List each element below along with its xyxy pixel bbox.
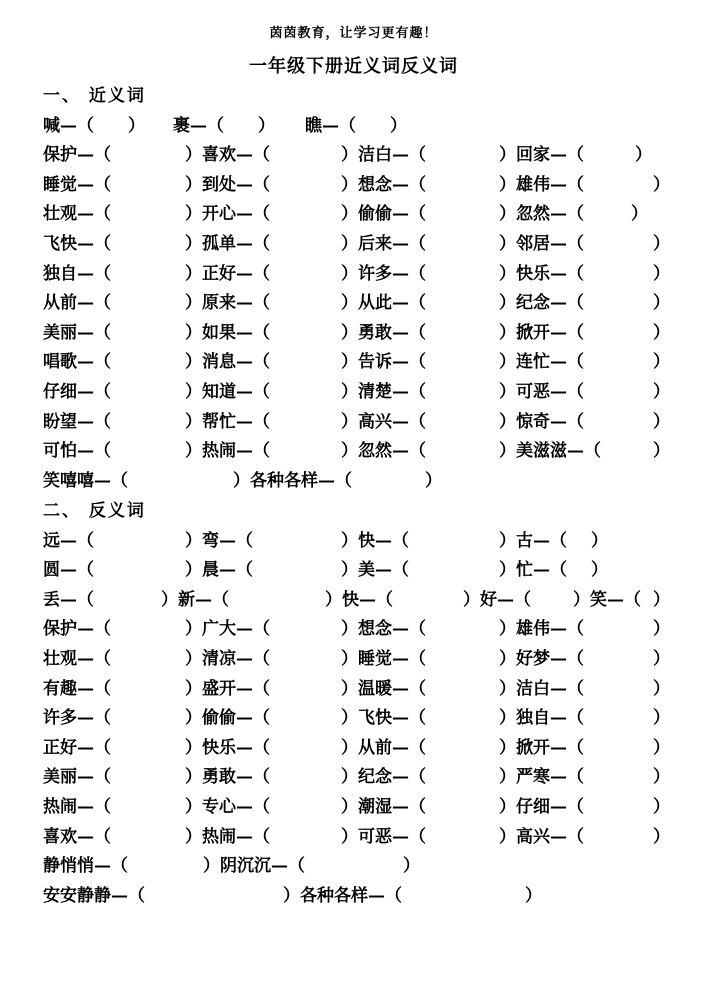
exercise-item: 喜欢—（ [43,826,111,847]
exercise-item: 保护—（ [43,619,111,640]
exercise-item: ） [653,293,670,314]
exercise-item: ） [653,441,670,462]
exercise-row [43,141,673,169]
exercise-item: 壮观—（ [43,649,111,669]
exercise-item: ）原来—（ [185,293,270,314]
exercise-item: ）可恶—（ [499,382,584,402]
exercise-row [43,704,673,732]
exercise-item: ） [525,885,542,906]
exercise-item: ）纪念—（ [341,767,426,788]
exercise-item: ）快乐—（ [499,263,584,284]
exercise-item: 远—（ [43,530,94,551]
exercise-item: 圆—（ [43,560,94,581]
exercise-item: ）睡觉—（ [341,649,426,669]
exercise-item: 从前—（ [43,293,111,314]
exercise-item: ）严寒—（ [499,767,584,788]
exercise-item: ）各种各样—（ [283,885,402,906]
exercise-item: ） [653,797,670,817]
exercise-item: ） [635,145,652,166]
exercise-item: 笑嘻嘻—（ [43,470,128,491]
exercise-item: 美丽—（ [43,322,111,343]
exercise-item: 仔细—（ [43,382,111,402]
exercise-item: ）到处—（ [185,174,270,195]
exercise-item: ） [653,382,670,402]
exercise-item: ） [653,174,670,195]
exercise-item: 正好—（ [43,737,111,758]
exercise-row [43,615,673,643]
exercise-row [43,645,673,673]
exercise-item: 美丽—（ [43,767,111,788]
exercise-item: ） [591,560,608,581]
exercise-row [43,112,673,140]
exercise-item: 静悄悄—（ [43,856,128,877]
exercise-item: ）清凉—（ [185,649,270,669]
exercise-item: ）纪念—（ [499,293,584,314]
exercise-item: ）快—（ [341,530,409,551]
exercise-item: ）回家—（ [499,145,584,166]
exercise-item: 飞快—（ [43,234,111,254]
exercise-item: ）勇敢—（ [185,767,270,788]
exercise-item: ）盛开—（ [185,678,270,699]
exercise-item: ）高兴—（ [499,826,584,847]
exercise-item: ）美滋滋—（ [499,441,601,462]
exercise-item: ）好梦—（ [499,649,584,669]
exercise-item: ）美—（ [341,560,409,581]
exercise-item: ） [591,530,608,551]
exercise-row [43,793,673,821]
exercise-item: ）雄伟—（ [499,174,584,195]
exercise-item: ）想念—（ [341,619,426,640]
exercise-item: ）喜欢—（ [185,145,270,166]
exercise-item: 壮观—（ [43,204,111,225]
exercise-item: ）洁白—（ [499,678,584,699]
exercise-item: 热闹—（ [43,797,111,817]
exercise-item: ） [653,708,670,729]
brand-header: 茵茵教育，让学习更有趣！ [269,26,438,41]
exercise-item: ） [653,263,670,284]
exercise-item: ）热闹—（ [185,441,270,462]
exercise-item: ）独自—（ [499,708,584,729]
exercise-item: 睡觉—（ [43,174,111,195]
exercise-item: 瞧—（ ） [305,115,407,136]
exercise-item: ）高兴—（ [341,411,426,432]
exercise-item: ）知道—（ [185,382,270,402]
exercise-item: 保护—（ [43,145,111,166]
exercise-item: ）消息—（ [185,352,270,373]
exercise-item: ） [653,619,670,640]
exercise-item: ） [653,737,670,758]
exercise-row [43,556,673,584]
exercise-item: 盼望—（ [43,411,111,432]
exercise-row [43,467,673,495]
exercise-item: ）洁白—（ [341,145,426,166]
exercise-item: ）阴沉沉—（ [203,856,305,877]
exercise-item: ） [653,589,670,610]
exercise-item: ）从此—（ [341,293,426,314]
exercise-row [43,675,673,703]
exercise-item: ） [653,234,670,254]
exercise-item: ）忽然—（ [341,441,426,462]
exercise-item: ）各种各样—（ [233,470,352,491]
exercise-item: ）偷偷—（ [341,204,426,225]
exercise-item: ）想念—（ [341,174,426,195]
exercise-item: ）弯—（ [185,530,253,551]
exercise-item: ）开心—（ [185,204,270,225]
exercise-item: ）正好—（ [185,263,270,284]
exercise-row [43,527,673,555]
exercise-row [43,230,673,258]
exercise-item: ） [653,678,670,699]
exercise-item: ）快—（ [325,589,393,610]
exercise-item: ）专心—（ [185,797,270,817]
exercise-item: ）清楚—（ [341,382,426,402]
exercise-row [43,171,673,199]
exercise-item: 许多—（ [43,708,111,729]
exercise-item: ）可恶—（ [341,826,426,847]
exercise-item: ）忙—（ [499,560,567,581]
exercise-item: ）仔细—（ [499,797,584,817]
exercise-item: ）笑—（ [573,589,641,610]
exercise-item: ）热闹—（ [185,826,270,847]
exercise-item: ） [653,826,670,847]
exercise-item: ）孤单—（ [185,234,270,254]
exercise-item: ）古—（ [499,530,567,551]
exercise-item: ）告诉—（ [341,352,426,373]
exercise-row [43,200,673,228]
exercise-row [43,289,673,317]
exercise-item: ）掀开—（ [499,322,584,343]
exercise-item: ）从前—（ [341,737,426,758]
exercise-row [43,378,673,406]
exercise-item: ）飞快—（ [341,708,426,729]
exercise-row [43,882,673,910]
page-title: 一年级下册近义词反义词 [249,56,458,77]
section-heading: 二、 反义词 [43,501,146,521]
exercise-item: ）如果—（ [185,322,270,343]
exercise-item: 喊—（ ） [43,115,145,136]
exercise-item: ） [403,856,420,877]
exercise-item: ） [425,470,442,491]
exercise-item: ）许多—（ [341,263,426,284]
exercise-item: ）快乐—（ [185,737,270,758]
exercise-row [43,437,673,465]
exercise-item: ） [653,649,670,669]
exercise-item: 独自—（ [43,263,111,284]
exercise-row [43,763,673,791]
exercise-item: ） [653,322,670,343]
exercise-item: ） [653,767,670,788]
exercise-item: ）邻居—（ [499,234,584,254]
exercise-item: ）潮湿—（ [341,797,426,817]
exercise-item: ）后来—（ [341,234,426,254]
section-heading: 一、 近义词 [43,86,146,106]
exercise-row [43,408,673,436]
exercise-row [43,319,673,347]
exercise-item: 可怕—（ [43,441,111,462]
exercise-item: ）偷偷—（ [185,708,270,729]
exercise-item: ）掀开—（ [499,737,584,758]
exercise-item: ）惊奇—（ [499,411,584,432]
exercise-row [43,260,673,288]
exercise-item: 有趣—（ [43,678,111,699]
exercise-item: ）忽然—（ [499,204,584,225]
exercise-row [43,823,673,851]
exercise-item: ）好—（ [463,589,531,610]
exercise-item: ）帮忙—（ [185,411,270,432]
exercise-item: ）广大—（ [185,619,270,640]
exercise-item: 裹—（ ） [173,115,275,136]
exercise-row [43,348,673,376]
exercise-item: ）温暖—（ [341,678,426,699]
exercise-item: ）勇敢—（ [341,322,426,343]
exercise-item: ） [631,204,648,225]
exercise-item: 安安静静—（ [43,885,145,906]
exercise-item: ） [653,411,670,432]
exercise-row [43,586,673,614]
exercise-item: ） [653,352,670,373]
exercise-item: ）新—（ [161,589,229,610]
exercise-item: ）雄伟—（ [499,619,584,640]
exercise-row [43,852,673,880]
exercise-item: ）连忙—（ [499,352,584,373]
exercise-item: 唱歌—（ [43,352,111,373]
exercise-item: 丢—（ [43,589,94,610]
exercise-row [43,734,673,762]
exercise-item: ）晨—（ [185,560,253,581]
